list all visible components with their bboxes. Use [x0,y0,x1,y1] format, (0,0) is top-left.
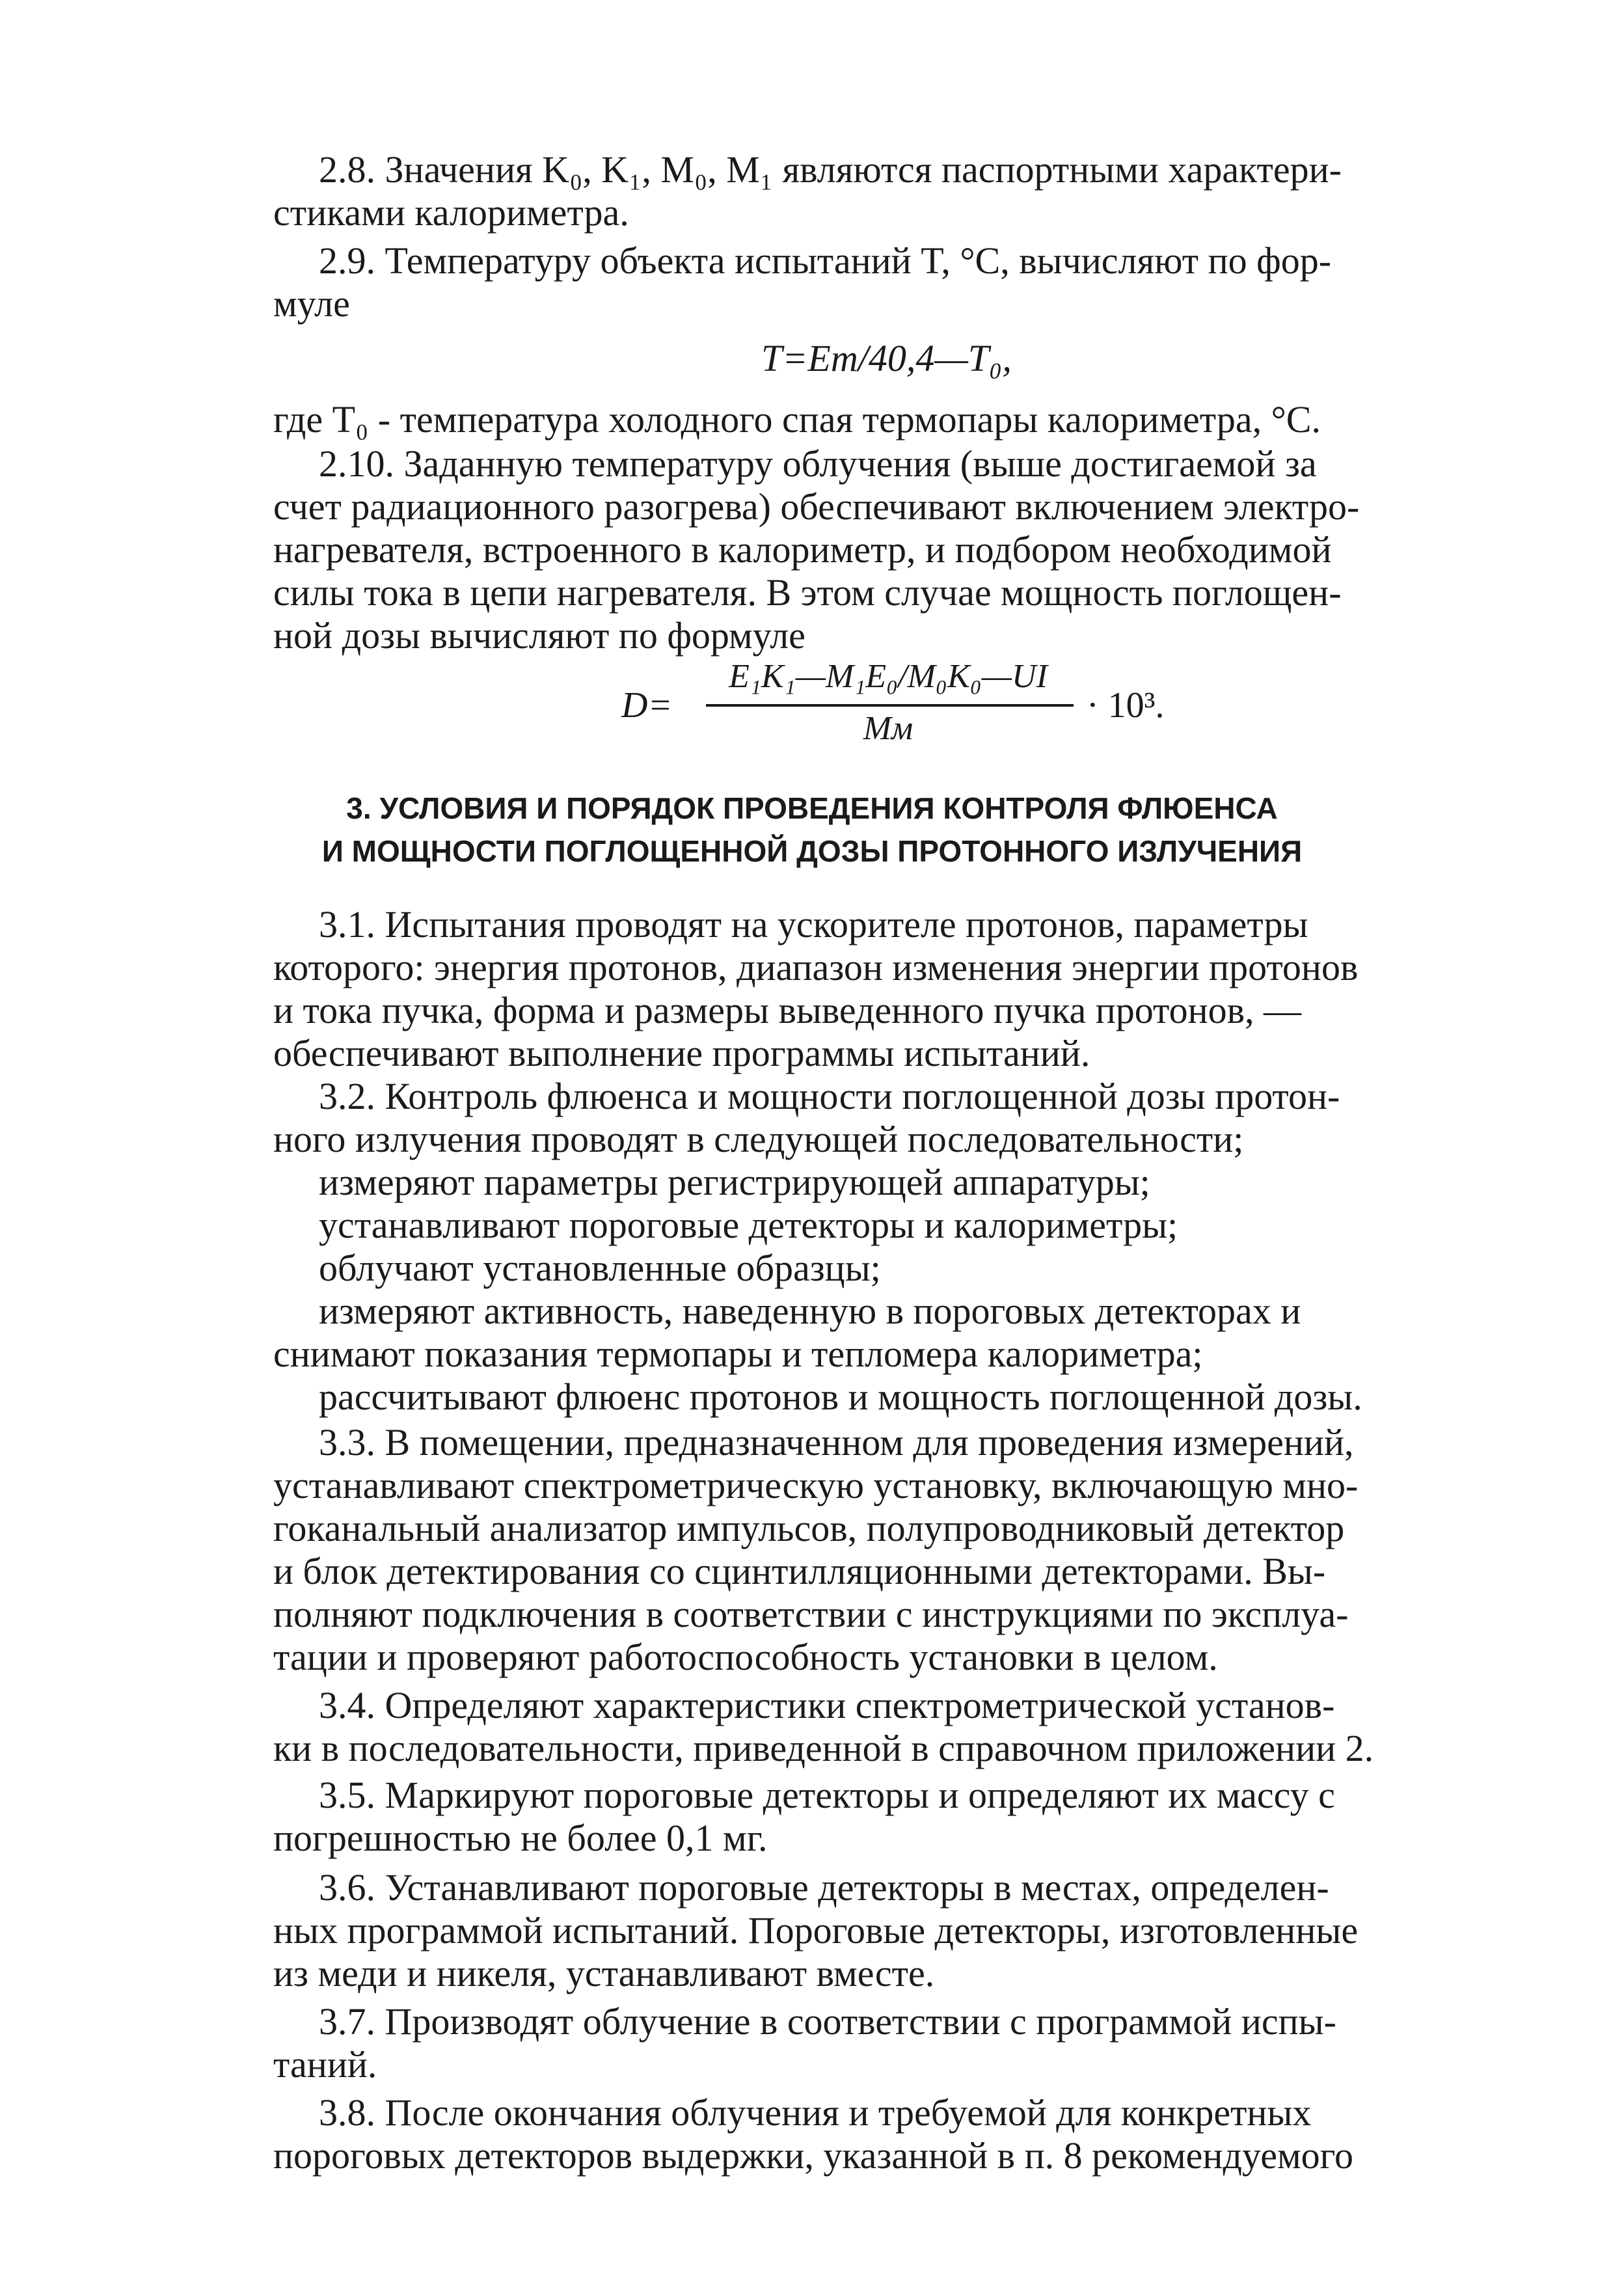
text-line: 2.10. Заданную температуру облучения (выше достигаемой за [319,442,1317,485]
text-line: обеспечивают выполнение программы испытаний. [273,1032,1090,1074]
text-line: муле [273,282,350,325]
section-title-line-1: 3. УСЛОВИЯ И ПОРЯДОК ПРОВЕДЕНИЯ КОНТРОЛЯ ФЛЮЕНСА [346,791,1278,825]
text-line: ного излучения проводят в следующей последовательности; [273,1118,1244,1160]
text-line: счет радиационного разогрева) обеспечивают включением электро- [273,485,1360,528]
text-line: ных программой испытаний. Пороговые детекторы, изготовленные [273,1909,1359,1951]
formula-multiplier: · 10³. [1087,685,1165,726]
text-line: 3.7. Производят облучение в соответствии с программой испы- [319,2000,1336,2043]
formula-temperature: T=Eт/40,4—T₀, [761,337,1012,379]
text-line: измеряют активность, наведенную в пороговых детекторах и [319,1290,1301,1332]
text-line: 2.8. Значения K₀, K₁, M₀, M₁ являются паспортными характери- [319,148,1342,191]
text-line: и тока пучка, форма и размеры выведенного пучка протонов, — [273,989,1302,1031]
text-line: 3.1. Испытания проводят на ускорителе протонов, параметры [319,903,1308,945]
text-line: рассчитывают флюенс протонов и мощность поглощенной дозы. [319,1376,1362,1418]
text-line: силы тока в цепи нагревателя. В этом случае мощность поглощен- [273,571,1342,614]
text-line: 3.8. После окончания облучения и требуемой для конкретных [319,2091,1312,2134]
text-line: измеряют параметры регистрирующей аппаратуры; [319,1161,1150,1203]
text-line: снимают показания термопары и тепломера калориметра; [273,1333,1203,1375]
text-line: где T₀ - температура холодного спая термопары калориметра, °C. [273,398,1321,441]
text-line: ки в последовательности, приведенной в справочном приложении 2. [273,1727,1374,1769]
text-line: 3.3. В помещении, предназначенном для проведения измерений, [319,1421,1354,1463]
text-line: 3.6. Устанавливают пороговые детекторы в местах, определен- [319,1866,1329,1909]
text-line: гоканальный анализатор импульсов, полупроводниковый детектор [273,1507,1345,1549]
text-line: нагревателя, встроенного в калориметр, и подбором необходимой [273,528,1332,571]
text-line: тации и проверяют работоспособность установки в целом. [273,1636,1218,1678]
formula-lhs: D= [621,685,673,726]
text-line: пороговых детекторов выдержки, указанной в п. 8 рекомендуемого [273,2134,1353,2177]
text-line: 3.4. Определяют характеристики спектрометрической установ- [319,1684,1335,1726]
fraction-bar [706,704,1074,707]
text-line: и блок детектирования со сцинтилляционными детекторами. Вы- [273,1550,1326,1592]
text-line: 2.9. Температуру объекта испытаний T, °C, вычисляют по фор- [319,239,1332,282]
text-line: которого: энергия протонов, диапазон изменения энергии протонов [273,946,1359,988]
text-line: 3.5. Маркируют пороговые детекторы и определяют их массу с [319,1774,1335,1816]
text-line: из меди и никеля, устанавливают вместе. [273,1952,935,1994]
text-line: таний. [273,2043,377,2086]
text-line: устанавливают пороговые детекторы и калориметры; [319,1204,1178,1246]
text-line: стиками калориметра. [273,191,629,234]
formula-numerator: E₁K₁—M₁E₀/M₀K₀—UI [729,658,1048,695]
text-line: погрешностью не более 0,1 мг. [273,1817,768,1859]
text-line: облучают установленные образцы; [319,1247,881,1289]
section-title-line-2: И МОЩНОСТИ ПОГЛОЩЕННОЙ ДОЗЫ ПРОТОННОГО ИЗЛУЧЕНИЯ [321,834,1303,868]
text-line: устанавливают спектрометрическую установку, включающую мно- [273,1464,1359,1506]
text-line: полняют подключения в соответствии с инструкциями по эксплуа- [273,1593,1349,1635]
formula-dose-rate [621,657,1220,747]
formula-denominator: Mм [863,710,914,747]
text-line: ной дозы вычисляют по формуле [273,614,805,657]
text-line: 3.2. Контроль флюенса и мощности поглощенной дозы протон- [319,1075,1340,1117]
